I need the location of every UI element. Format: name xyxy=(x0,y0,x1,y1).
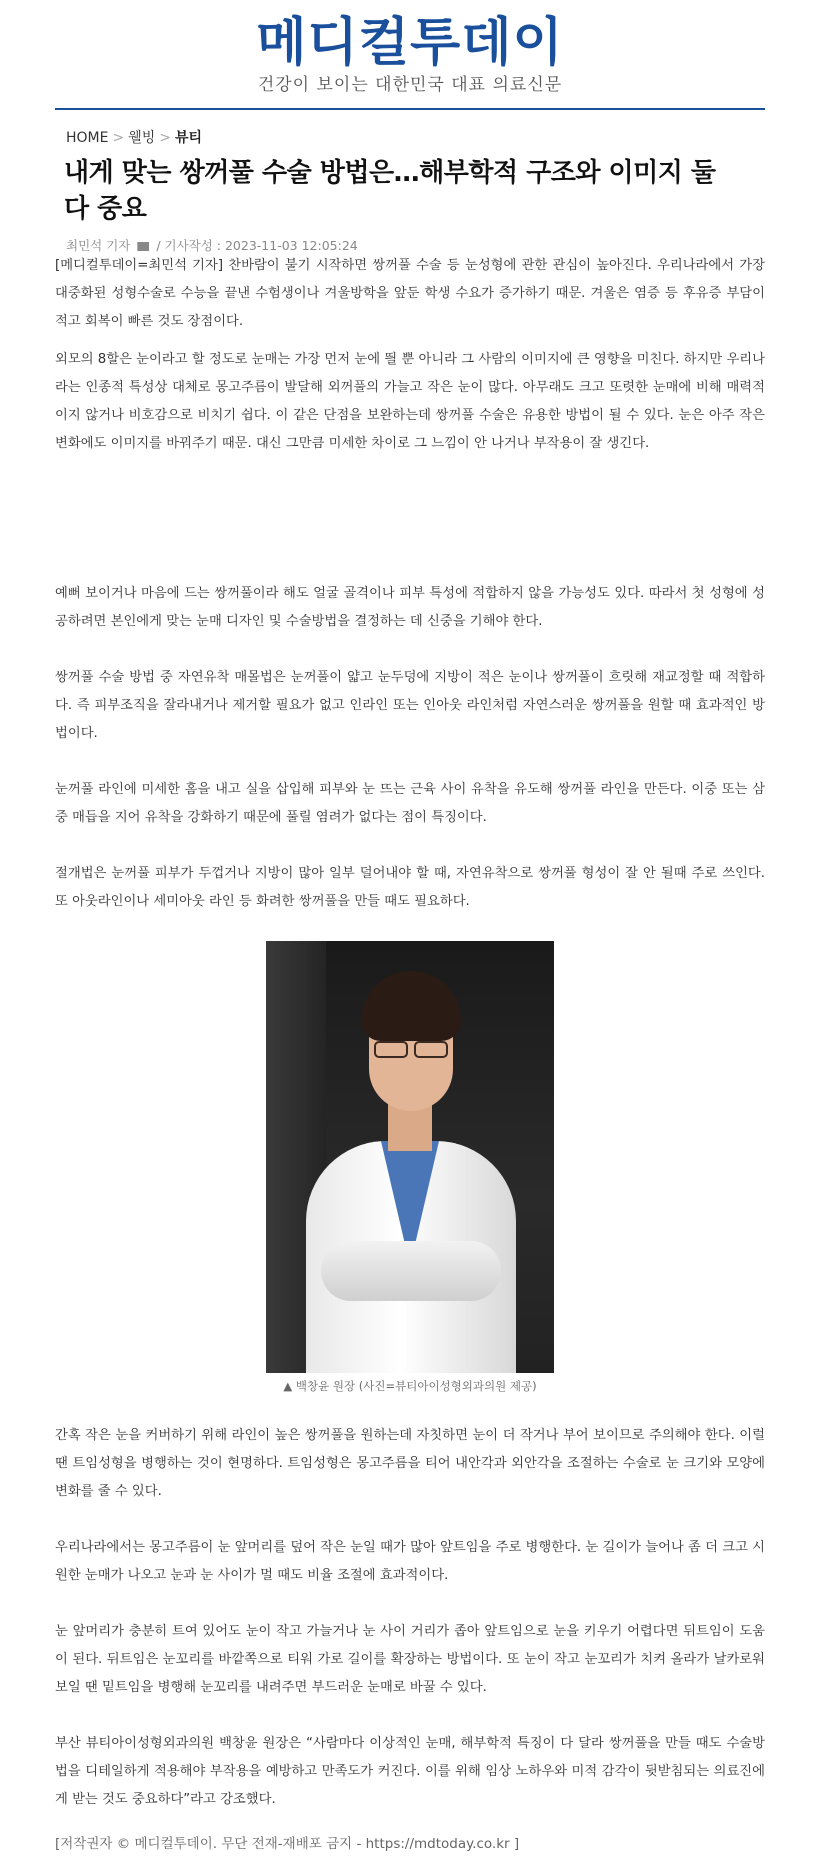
breadcrumb-home[interactable]: HOME xyxy=(66,130,109,146)
header-divider xyxy=(55,108,765,110)
article-paragraph: 눈꺼풀 라인에 미세한 홈을 내고 실을 삽입해 피부와 눈 뜨는 근육 사이 유착을 유도해 쌍꺼풀 라인을 만든다. 이중 또는 삼중 매듭을 지어 유착을 강화하기 때문에 풀릴 염려가 없다는 점이 특징이다. xyxy=(55,782,765,825)
site-logo[interactable]: 메디컬투데이 xyxy=(256,13,564,73)
article-paragraph: 부산 뷰티아이성형외과의원 백창윤 원장은 “사람마다 이상적인 눈매, 해부학적 특징이 다 달라 쌍꺼풀을 만들 때도 수술방법을 디테일하게 적용해야 부작용을 예방하고 만족도가 커진다. 이를 위해 임상 노하우와 미적 감각이 뒷받침되는 의료진에게 받는 것도 중요하다”라고 강조했다. xyxy=(55,1736,765,1807)
article-paragraph: 외모의 8할은 눈이라고 할 정도로 눈매는 가장 먼저 눈에 띌 뿐 아니라 그 사람의 이미지에 큰 영향을 미친다. 하지만 우리나라는 인종적 특성상 대체로 몽고주름이 발달해 외꺼풀의 가늘고 작은 눈이 많다. 아무래도 크고 또렷한 눈매에 비해 매력적이지 않거나 비호감으로 비치기 쉽다. 이 같은 단점을 보완하는데 쌍꺼풀 수술은 유용한 방법이 될 수 있다. 눈은 아주 작은 변화에도 이미지를 바꿔주기 때문. 대신 그만큼 미세한 차이로 그 느낌이 안 나거나 부작용이 잘 생긴다. xyxy=(55,352,765,451)
article-title: 내게 맞는 쌍꺼풀 수술 방법은…해부학적 구조와 이미지 둘 다 중요 xyxy=(64,158,716,224)
article-date: / 기사작성 : 2023-11-03 12:05:24 xyxy=(156,238,358,253)
breadcrumb xyxy=(66,127,202,147)
article-paragraph: 예뻐 보이거나 마음에 드는 쌍꺼풀이라 해도 얼굴 골격이나 피부 특성에 적합하지 않을 가능성도 있다. 따라서 첫 성형에 성공하려면 본인에게 맞는 눈매 디자인 및 수술방법을 결정하는 데 신중을 기해야 한다. xyxy=(55,586,765,629)
photo-caption: ▲ 백창윤 원장 (사진=뷰티아이성형외과의원 제공) xyxy=(283,1379,537,1393)
breadcrumb-separator: > xyxy=(159,130,172,146)
breadcrumb-current[interactable]: 뷰티 xyxy=(175,130,203,146)
mail-icon[interactable] xyxy=(137,242,149,251)
copyright-notice: [저작권자 © 메디컬투데이. 무단 전재-재배포 금지 - https://mdtoday.co.kr ] xyxy=(55,1836,520,1852)
site-header xyxy=(0,0,820,112)
article-paragraph: 쌍꺼풀 수술 방법 중 자연유착 매몰법은 눈꺼풀이 얇고 눈두덩에 지방이 적은 눈이나 쌍꺼풀이 흐릿해 재교정할 때 적합하다. 즉 피부조직을 잘라내거나 제거할 필요가 없고 인라인 또는 인아웃 라인처럼 자연스러운 쌍꺼풀을 원할 때 효과적인 방법이다. xyxy=(55,670,765,741)
breadcrumb-separator: > xyxy=(112,130,125,146)
doctor-photo[interactable] xyxy=(266,941,554,1373)
breadcrumb-section[interactable]: 웰빙 xyxy=(128,130,156,146)
article-paragraph: 눈 앞머리가 충분히 트여 있어도 눈이 작고 가늘거나 눈 사이 거리가 좁아 앞트임으로 눈을 키우기 어렵다면 뒤트임이 도움이 된다. 뒤트임은 눈꼬리를 바깥쪽으로 티워 가로 길이를 확장하는 방법이다. 또 눈이 작고 눈꼬리가 치켜 올라가 날카로워 보일 땐 밑트임을 병행해 눈꼬리를 내려주면 부드러운 눈매로 바꿀 수 있다. xyxy=(55,1624,765,1695)
article-paragraph: 절개법은 눈꺼풀 피부가 두껍거나 지방이 많아 일부 덜어내야 할 때, 자연유착으로 쌍꺼풀 형성이 잘 안 될때 주로 쓰인다. 또 아웃라인이나 세미아웃 라인 등 화려한 쌍꺼풀을 만들 때도 필요하다. xyxy=(55,866,765,909)
article-paragraph: 우리나라에서는 몽고주름이 눈 앞머리를 덮어 작은 눈일 때가 많아 앞트임을 주로 병행한다. 눈 길이가 늘어나 좀 더 크고 시원한 눈매가 나오고 눈과 눈 사이가 멀 때도 비율 조절에 효과적이다. xyxy=(55,1540,765,1583)
author-name[interactable]: 최민석 기자 xyxy=(66,238,131,253)
article-paragraph: 간혹 작은 눈을 커버하기 위해 라인이 높은 쌍꺼풀을 원하는데 자칫하면 눈이 더 작거나 부어 보이므로 주의해야 한다. 이럴 땐 트임성형을 병행하는 것이 현명하다. 트임성형은 몽고주름을 티어 내안각과 외안각을 조절하는 수술로 눈 크기와 모양에 변화를 줄 수 있다. xyxy=(55,1428,765,1499)
site-slogan: 건강이 보이는 대한민국 대표 의료신문 xyxy=(257,75,563,95)
article-paragraph: [메디컬투데이=최민석 기자] 찬바람이 불기 시작하면 쌍꺼풀 수술 등 눈성형에 관한 관심이 높아진다. 우리나라에서 가장 대중화된 성형수술로 수능을 끝낸 수험생이나 겨울방학을 앞둔 학생 수요가 증가하기 때문. 겨울은 염증 등 후유증 부담이 적고 회복이 빠른 것도 장점이다. xyxy=(55,258,765,329)
